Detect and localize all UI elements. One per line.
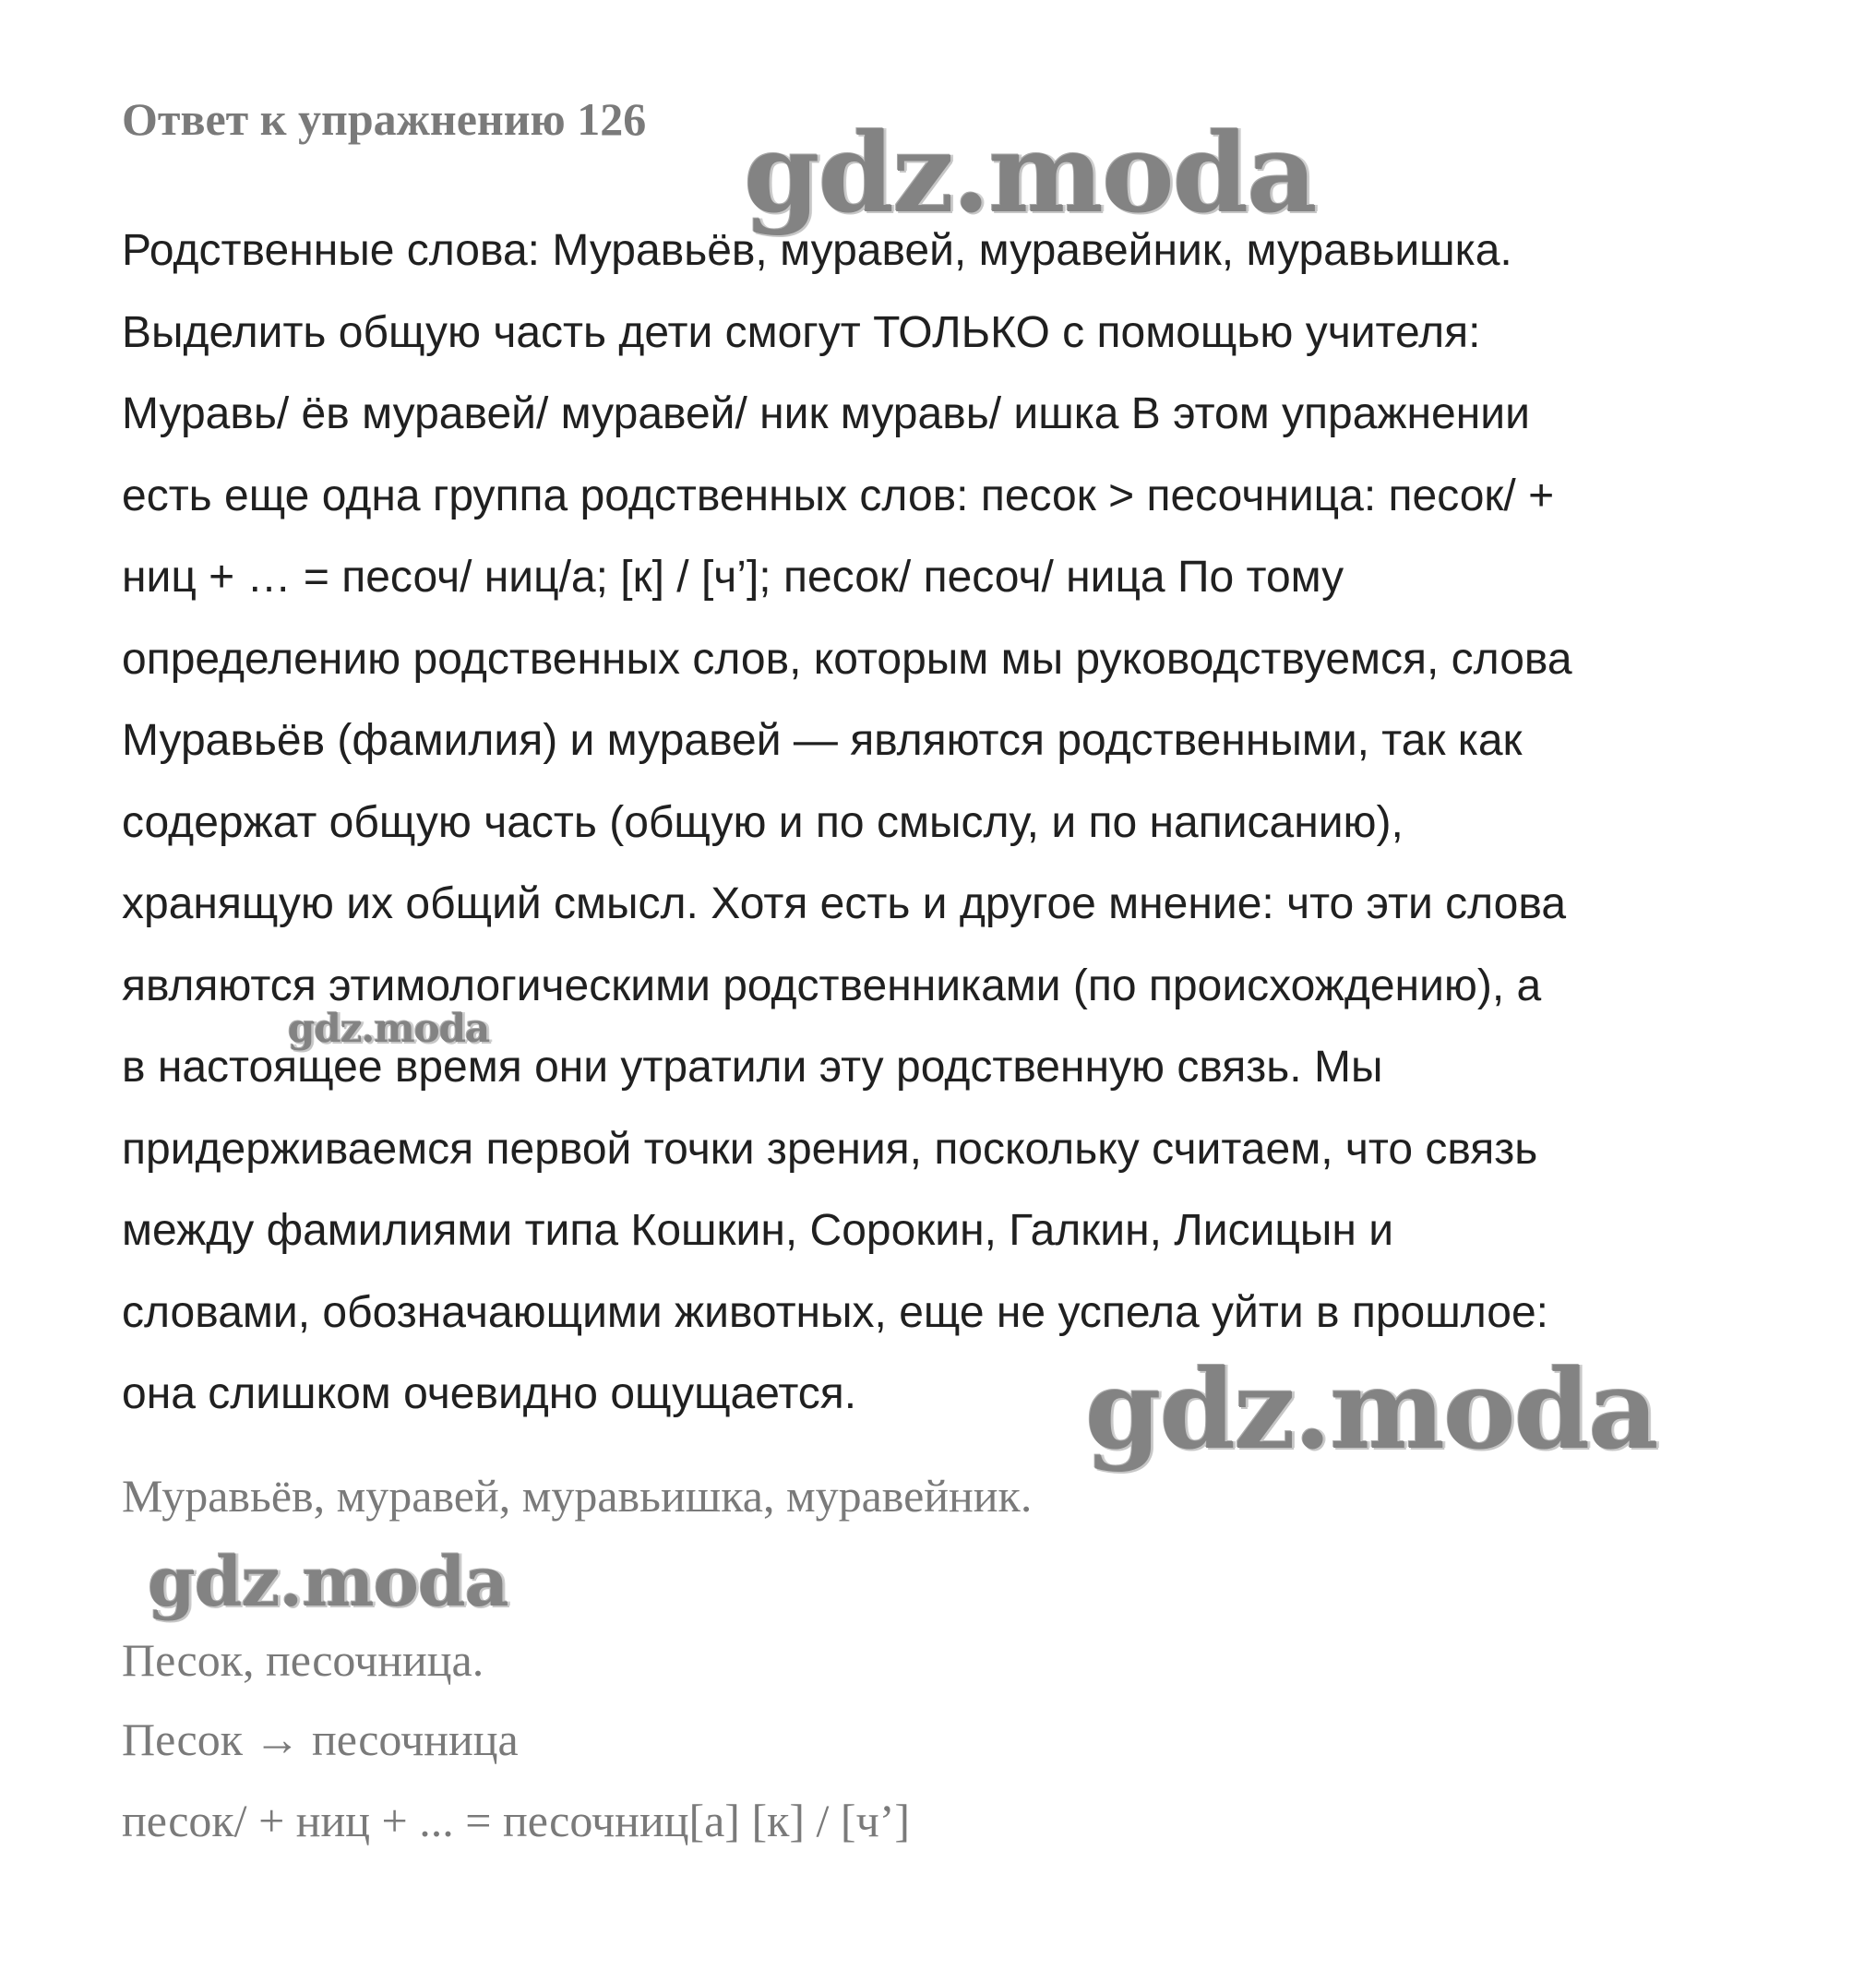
watermark-bottom: gdz.moda xyxy=(148,1543,508,1622)
answer-line: есть еще одна группа родственных слов: песок > песочница: песок/ + xyxy=(122,471,1555,520)
answer-line: в настоящее время они утратили эту родственную связь. Мы xyxy=(122,1043,1383,1092)
answer-words-sand: Песок, песочница. xyxy=(122,1634,484,1686)
answer-line: содержат общую часть (общую и по смыслу, и по написанию), xyxy=(122,797,1404,847)
answer-derivation: Песок → песочница xyxy=(122,1713,519,1765)
answer-line: Родственные слова: Муравьёв, муравей, муравейник, муравьишка. xyxy=(122,226,1512,275)
page-title: Ответ к упражнению 126 xyxy=(122,93,647,145)
watermark-middle: gdz.moda xyxy=(288,1006,490,1051)
answer-line: придерживаемся первой точки зрения, поскольку считаем, что связь xyxy=(122,1124,1538,1174)
answer-line: ниц + … = песоч/ ниц/а; [к] / [ч’]; песок/ песоч/ ница По тому xyxy=(122,553,1344,602)
answer-words-ant: Муравьёв, муравей, муравьишка, муравейник. xyxy=(122,1470,1033,1522)
answer-text xyxy=(122,210,1783,1436)
answer-line: между фамилиями типа Кошкин, Сорокин, Галкин, Лисицын и xyxy=(122,1206,1394,1255)
answer-morphemes: песок/ + ниц + ... = песочниц[а] [к] / [ч’] xyxy=(122,1795,911,1846)
watermark-top: gdz.moda xyxy=(744,109,1316,237)
answer-line: являются этимологическими родственниками (по происхождению), а xyxy=(122,961,1542,1010)
answer-line: она слишком очевидно ощущается. xyxy=(122,1369,857,1418)
answer-line: хранящую их общий смысл. Хотя есть и другое мнение: что эти слова xyxy=(122,879,1567,928)
answer-line: Муравь/ ёв муравей/ муравей/ ник муравь/ ишка В этом упражнении xyxy=(122,389,1530,438)
answer-line: определению родственных слов, которым мы руководствуемся, слова xyxy=(122,634,1572,684)
watermark-lower: gdz.moda xyxy=(1085,1345,1657,1474)
answer-line: Муравьёв (фамилия) и муравей — являются родственными, так как xyxy=(122,716,1523,765)
answer-line: Выделить общую часть дети смогут ТОЛЬКО с помощью учителя: xyxy=(122,307,1481,357)
answer-line: словами, обозначающими животных, еще не успела уйти в прошлое: xyxy=(122,1287,1548,1337)
